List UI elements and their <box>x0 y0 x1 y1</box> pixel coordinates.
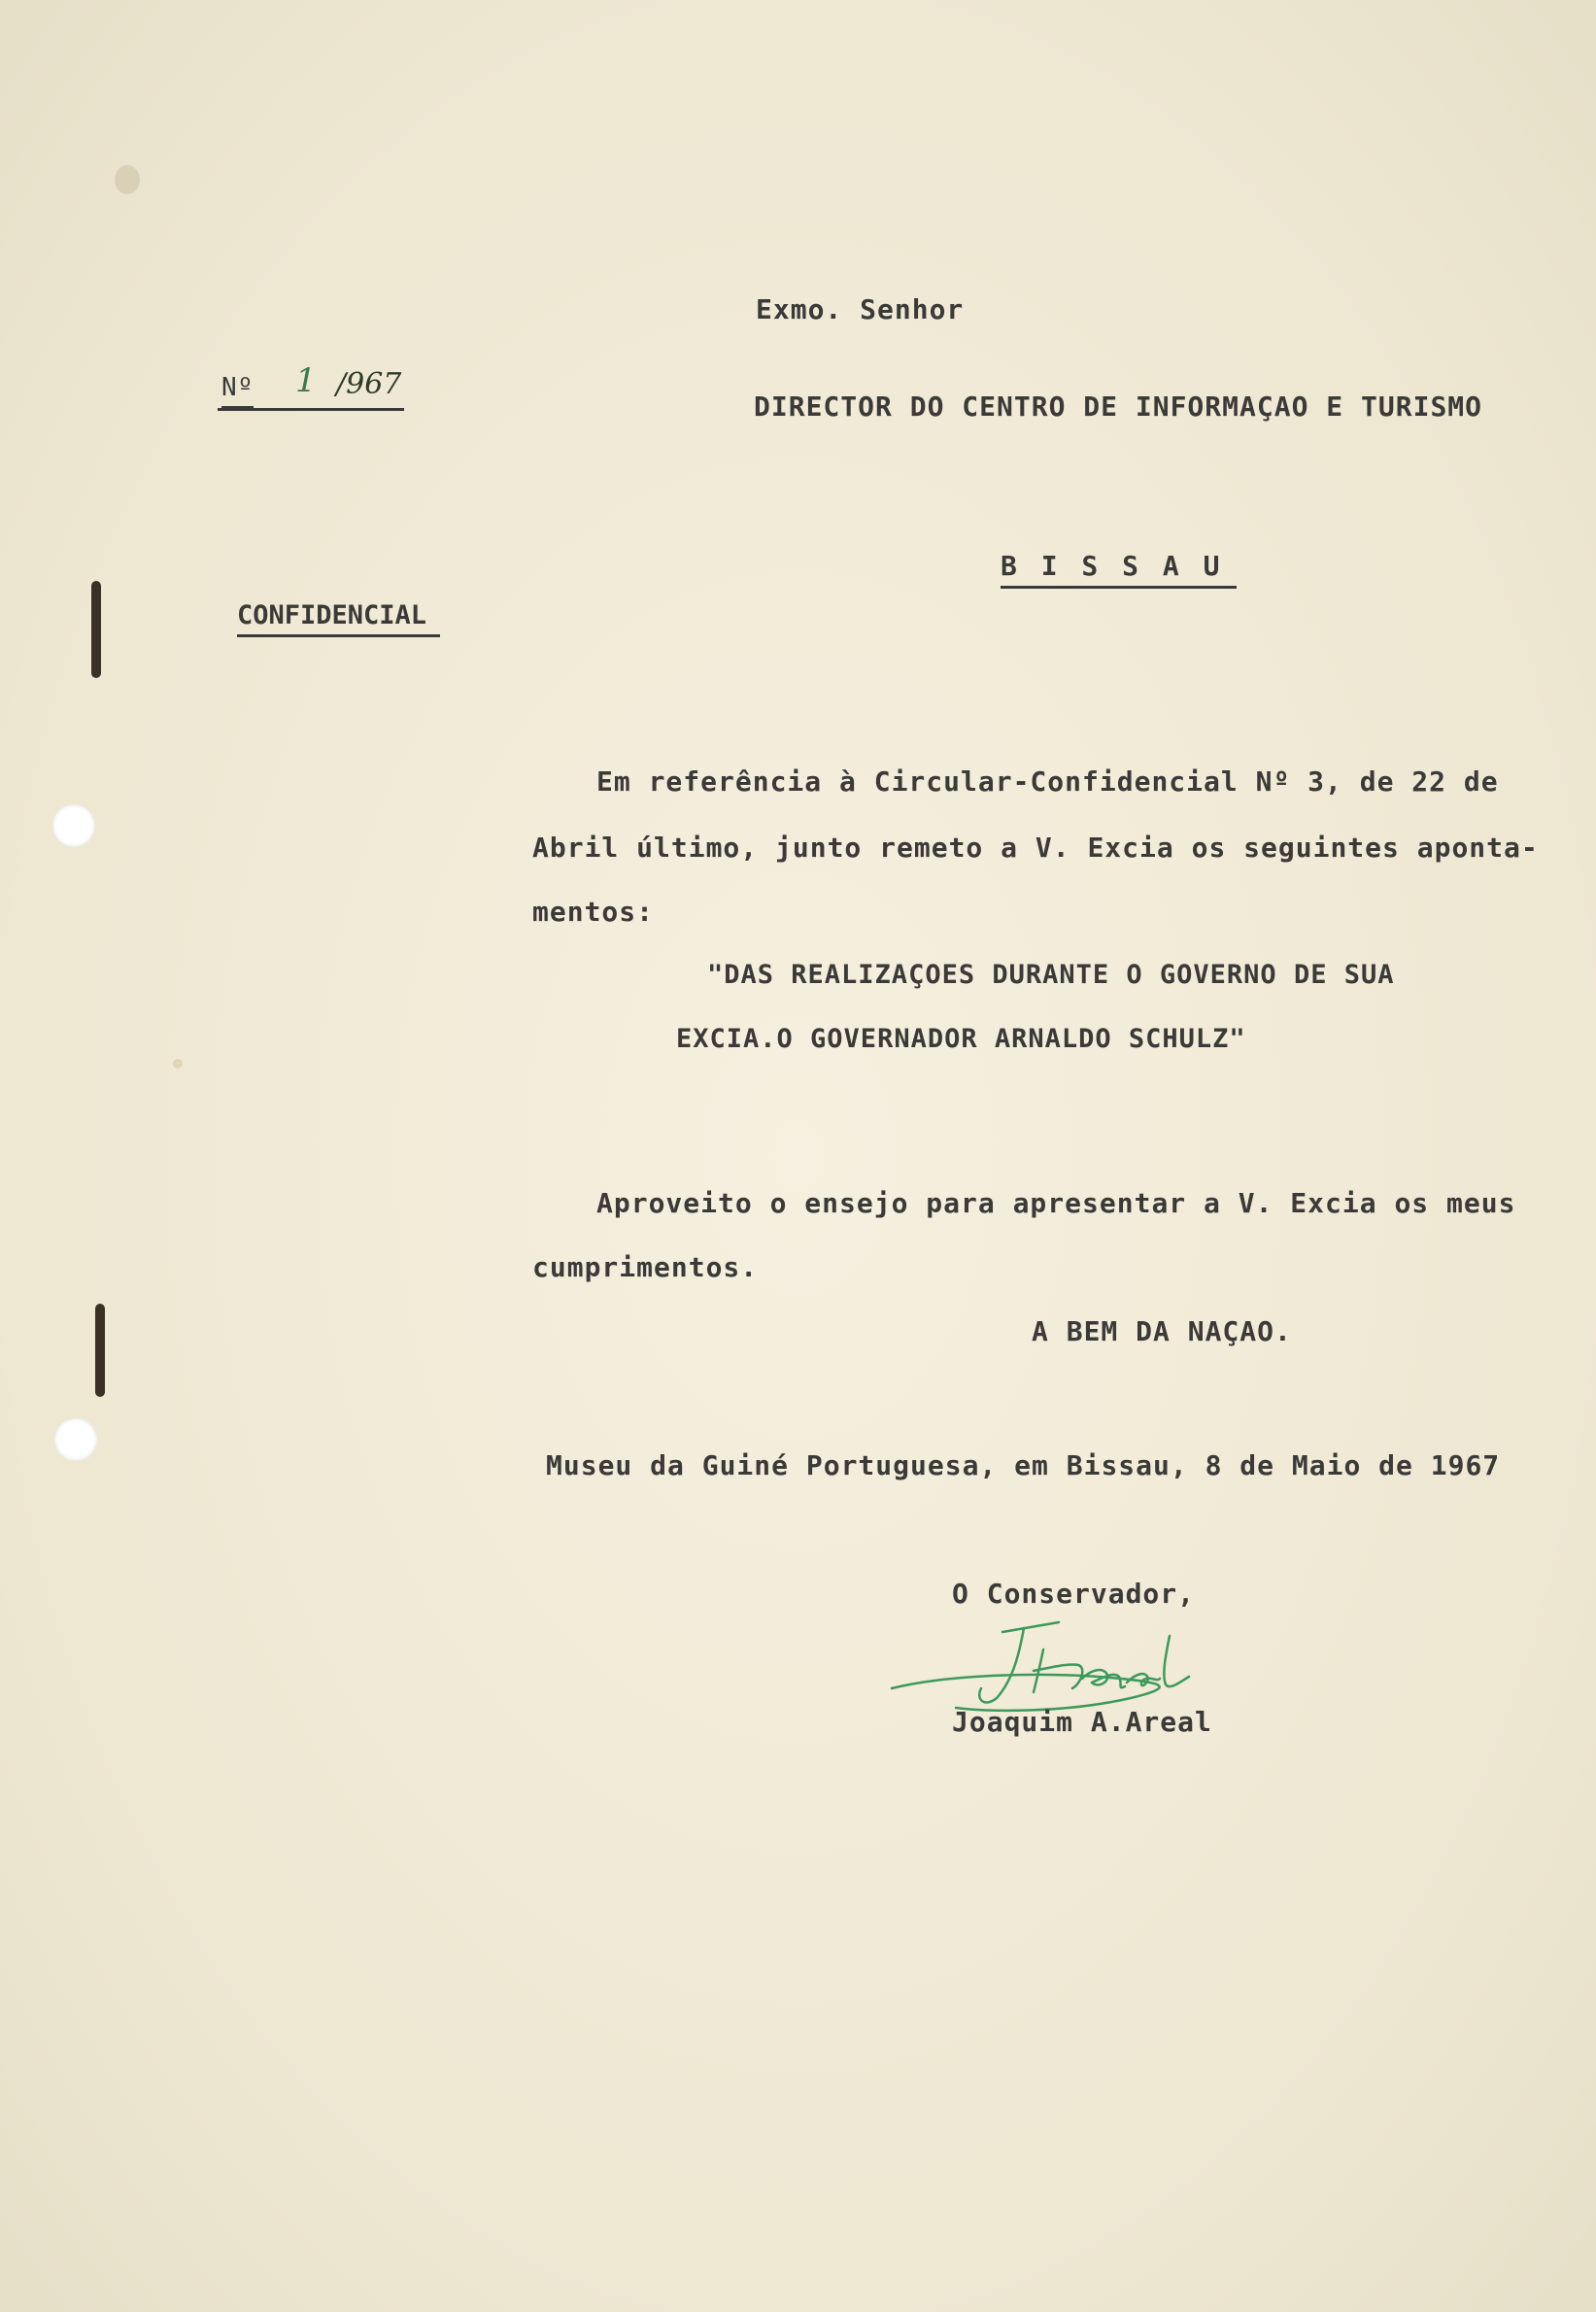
document-number-label: Nº <box>221 373 254 409</box>
classification-label: CONFIDENCIAL <box>237 600 440 637</box>
motto: A BEM DA NAÇAO. <box>1032 1315 1292 1347</box>
fastener-clip-upper <box>91 581 101 678</box>
recipient: DIRECTOR DO CENTRO DE INFORMAÇAO E TURISMO <box>754 391 1483 423</box>
quote-line-2: EXCIA.O GOVERNADOR ARNALDO SCHULZ" <box>676 1024 1246 1054</box>
fastener-clip-lower <box>95 1304 105 1397</box>
paper-stain <box>173 1059 183 1069</box>
place-date: Museu da Guiné Portuguesa, em Bissau, 8 de Maio de 1967 <box>546 1449 1501 1481</box>
body-line-3: mentos: <box>532 896 655 928</box>
document-number-value: 1 <box>295 361 317 400</box>
city-heading: B I S S A U <box>1001 550 1237 589</box>
paper-stain <box>115 165 140 194</box>
closing-line-2: cumprimentos. <box>532 1251 759 1283</box>
body-line-2: Abril último, junto remeto a V. Excia os seguintes aponta- <box>532 832 1539 864</box>
punch-hole-lower <box>54 1418 97 1461</box>
signatory-name: Joaquim A.Areal <box>952 1706 1212 1738</box>
punch-hole-upper <box>52 804 95 847</box>
signatory-title: O Conservador, <box>952 1578 1196 1610</box>
document-number-year: /967 <box>336 367 402 401</box>
body-line-1: Em referência à Circular-Confidencial Nº 3, de 22 de <box>596 765 1499 798</box>
closing-line-1: Aproveito o ensejo para apresentar a V. Excia os meus <box>596 1187 1516 1219</box>
quote-line-1: "DAS REALIZAÇOES DURANTE O GOVERNO DE SUA <box>707 960 1395 990</box>
salutation: Exmo. Senhor <box>756 293 965 325</box>
handwritten-signature <box>888 1611 1228 1717</box>
number-underline <box>218 408 404 411</box>
